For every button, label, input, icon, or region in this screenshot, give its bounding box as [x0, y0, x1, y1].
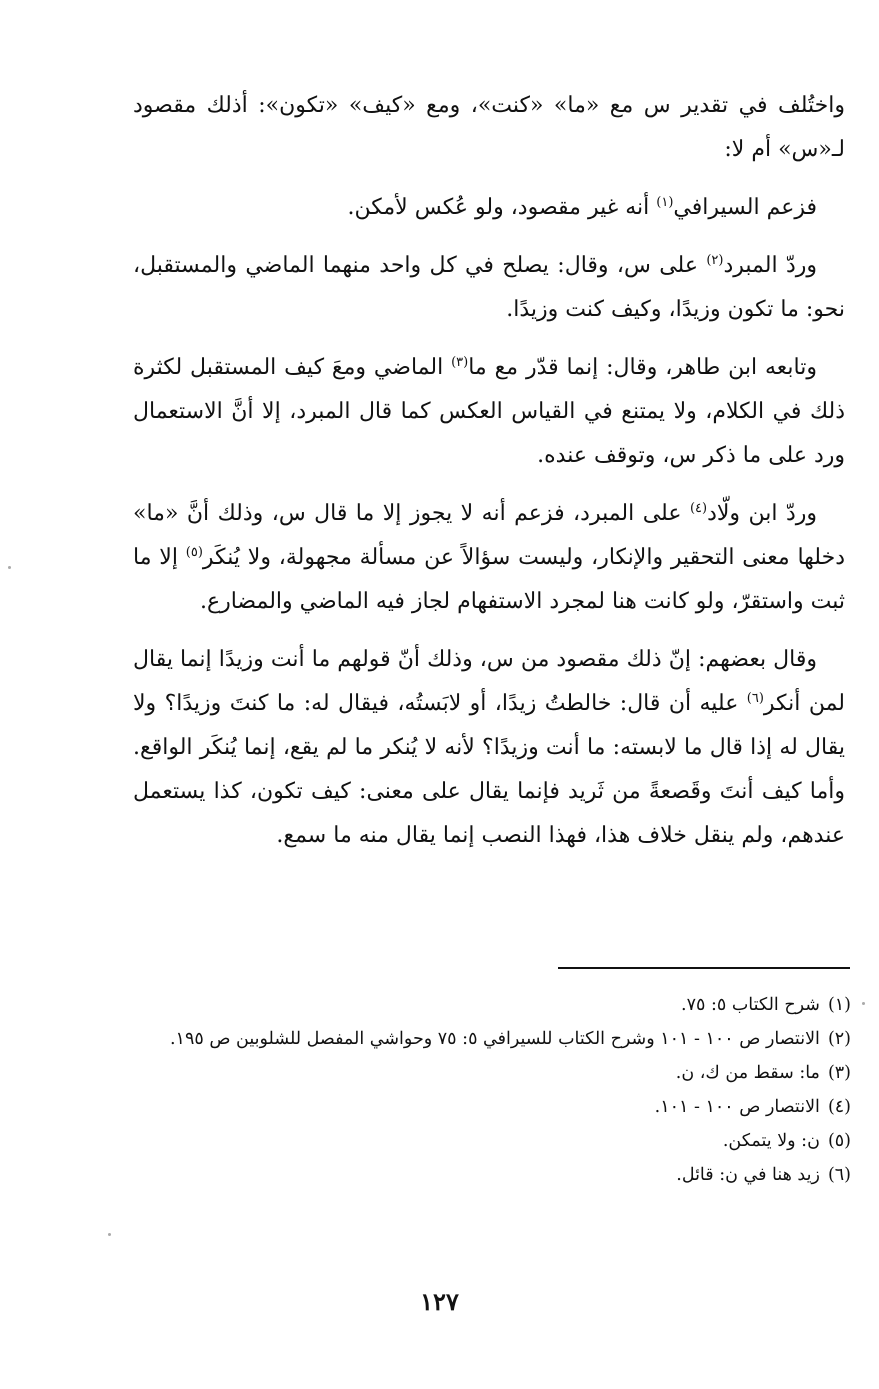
paragraph-text: فزعم السيرافي: [673, 195, 817, 220]
footnote: [133, 1056, 851, 1090]
paragraph: [133, 638, 845, 858]
footnote: [133, 1090, 851, 1124]
footnote: [133, 1124, 851, 1158]
scan-speck: [8, 566, 11, 569]
scan-speck: [862, 1002, 865, 1005]
footnote-marker: (٣): [451, 355, 469, 370]
footnote-marker: (٥): [185, 545, 203, 560]
paragraph-text: أنه غير مقصود، ولو عُكس لأمكن.: [347, 195, 657, 220]
footnote-text: ن: ولا يتمكن.: [722, 1131, 820, 1151]
footnote-text: زيد هنا في ن: قائل.: [676, 1165, 820, 1185]
footnote-marker: (٦): [746, 691, 764, 706]
paragraph: [133, 186, 845, 230]
main-text: [133, 84, 845, 872]
footnote-text: ما: سقط من ك، ن.: [675, 1063, 820, 1083]
paragraph-text: على المبرد، فزعم أنه لا يجوز إلا ما قال س، وذلك أنَّ «ما» دخلها معنى التحقير والإنكار، وليست سؤالاً عن مسألة مجهولة، ولا يُنكَر: [133, 501, 845, 570]
footnote: [133, 1158, 851, 1192]
footnote-separator: [558, 967, 850, 969]
paragraph-text: الماضي ومعَ كيف المستقبل لكثرة ذلك في الكلام، ولا يمتنع في القياس العكس كما قال المبرد، إلا أنَّ الاستعمال ورد على ما ذكر س، وتوقف عنده.: [133, 355, 845, 468]
footnote-number: (٥): [827, 1131, 851, 1151]
footnote-number: (١): [827, 995, 851, 1015]
paragraph-text: وردّ المبرد: [723, 253, 818, 278]
paragraph: [133, 492, 845, 624]
paragraph-text: وردّ ابن ولّاد: [707, 501, 817, 526]
footnote-number: (٣): [827, 1063, 851, 1083]
footnote-text: الانتصار ص ١٠٠ - ١٠١.: [654, 1097, 820, 1117]
paragraph-text: عليه أن قال: خالطتُ زيدًا، أو لابَستُه، فيقال له: ما كنتَ وزيدًا؟ ولا يقال له إذا قال ما لابسته: ما أنت وزيدًا؟ لأنه لا يُنكر ما لم يقع، إنما يُنكَر الواقع. وأما كيف أنتَ وقَصعةً من ثَريد فإنما يقال على معنى: كيف تكون، كذا يستعمل عندهم، ولم ينقل خلاف هذا، فهذا النصب إنما يقال منه ما سمع.: [133, 691, 845, 848]
footnote-marker: (٤): [689, 501, 708, 516]
footnote: [133, 988, 851, 1022]
footnote-text: الانتصار ص ١٠٠ - ١٠١ وشرح الكتاب للسيرافي ٥: ٧٥ وحواشي المفصل للشلوبين ص ١٩٥.: [169, 1029, 820, 1049]
footnote-marker: (١): [656, 195, 674, 210]
footnote-marker: (٢): [706, 253, 724, 268]
paragraph-text: واختُلف في تقدير س مع «ما» «كنت»، ومع «كيف» «تكون»: أذلك مقصود لـ«س» أم لا:: [133, 93, 845, 162]
paragraph-text: وقال بعضهم: إنّ ذلك مقصود من س، وذلك أنّ قولهم ما أنت وزيدًا إنما يقال لمن أنكر: [133, 647, 845, 716]
paragraph-text: على س، وقال: يصلح في كل واحد منهما الماضي والمستقبل، نحو: ما تكون وزيدًا، وكيف كنت وزيدًا.: [133, 253, 845, 322]
footnotes: [133, 988, 851, 1192]
footnote: [133, 1022, 851, 1056]
footnote-number: (٦): [827, 1165, 851, 1185]
paragraph-text: وتابعه ابن طاهر، وقال: إنما قدّر مع ما: [468, 355, 817, 380]
footnote-number: (٤): [827, 1097, 851, 1117]
scan-speck: [108, 1233, 111, 1236]
paragraph-text: إلا ما ثبت واستقرّ، ولو كانت هنا لمجرد الاستفهام لجاز فيه الماضي والمضارع.: [133, 545, 845, 614]
page-number: ١٢٧: [420, 1287, 459, 1316]
paragraph: [133, 346, 845, 478]
paragraph: [133, 84, 845, 172]
footnote-number: (٢): [827, 1029, 851, 1049]
paragraph: [133, 244, 845, 332]
footnote-text: شرح الكتاب ٥: ٧٥.: [680, 995, 820, 1015]
